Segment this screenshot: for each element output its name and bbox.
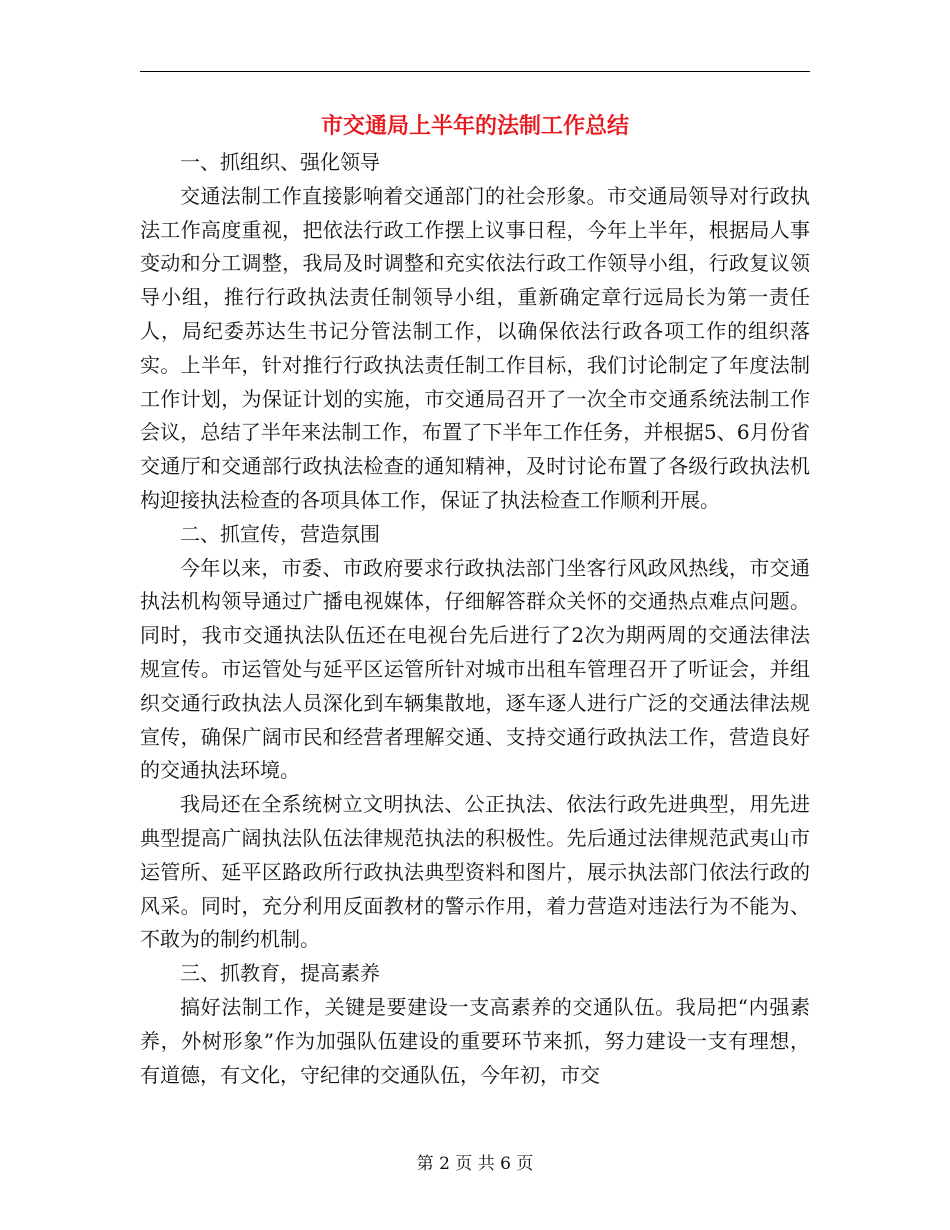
section-heading-3: 三、抓教育，提高素养 <box>180 961 380 986</box>
document-body <box>140 146 810 1092</box>
paragraph-4: 搞好法制工作，关键是要建设一支高素养的交通队伍。我局把“内强素养，外树形象”作为加强队伍建设的重要环节来抓，努力建设一支有理想，有道德，有文化，守纪律的交通队伍，今年初，市交 <box>140 994 810 1087</box>
paragraph-3: 我局还在全系统树立文明执法、公正执法、依法行政先进典型，用先进典型提高广阔执法队伍法律规范执法的积极性。先后通过法律规范武夷山市运管所、延平区路政所行政执法典型资料和图片，展示执法部门依法行政的风采。同时，充分利用反面教材的警示作用，着力营造对违法行为不能为、不敢为的制约机制。 <box>140 792 810 952</box>
document-title: 市交通局上半年的法制工作总结 <box>320 113 629 139</box>
section-heading-1: 一、抓组织、强化领导 <box>180 150 380 174</box>
paragraph-1: 交通法制工作直接影响着交通部门的社会形象。市交通局领导对行政执法工作高度重视，把依法行政工作摆上议事日程，今年上半年，根据局人事变动和分工调整，我局及时调整和充实依法行政工作领导小组，行政复议领导小组，推行行政执法责任制领导小组，重新确定章行远局长为第一责任人，局纪委苏达生书记分管法制工作，以确保依法行政各项工作的组织落实。上半年，针对推行行政执法责任制工作目标，我们讨论制定了年度法制工作计划，为保证计划的实施，市交通局召开了一次全市交通系统法制工作会议，总结了半年来法制工作，布置了下半年工作任务，并根据5、6月份省交通厅和交通部行政执法检查的通知精神，及时讨论布置了各级行政执法机构迎接执法检查的各项具体工作，保证了执法检查工作顺利开展。 <box>140 183 810 512</box>
header-rule <box>140 71 810 72</box>
section-heading-2: 二、抓宣传，营造氛围 <box>180 521 380 546</box>
paragraph-2: 今年以来，市委、市政府要求行政执法部门坐客行风政风热线，市交通执法机构领导通过广播电视媒体，仔细解答群众关怀的交通热点难点问题。同时，我市交通执法队伍还在电视台先后进行了2次为期两周的交通法律法规宣传。市运管处与延平区运管所针对城市出租车管理召开了听证会，并组织交通行政执法人员深化到车辆集散地，逐车逐人进行广泛的交通法律法规宣传，确保广阔市民和经营者理解交通、支持交通行政执法工作，营造良好的交通执法环境。 <box>140 555 810 783</box>
page-number: 第 2 页 共 6 页 <box>416 1154 534 1174</box>
